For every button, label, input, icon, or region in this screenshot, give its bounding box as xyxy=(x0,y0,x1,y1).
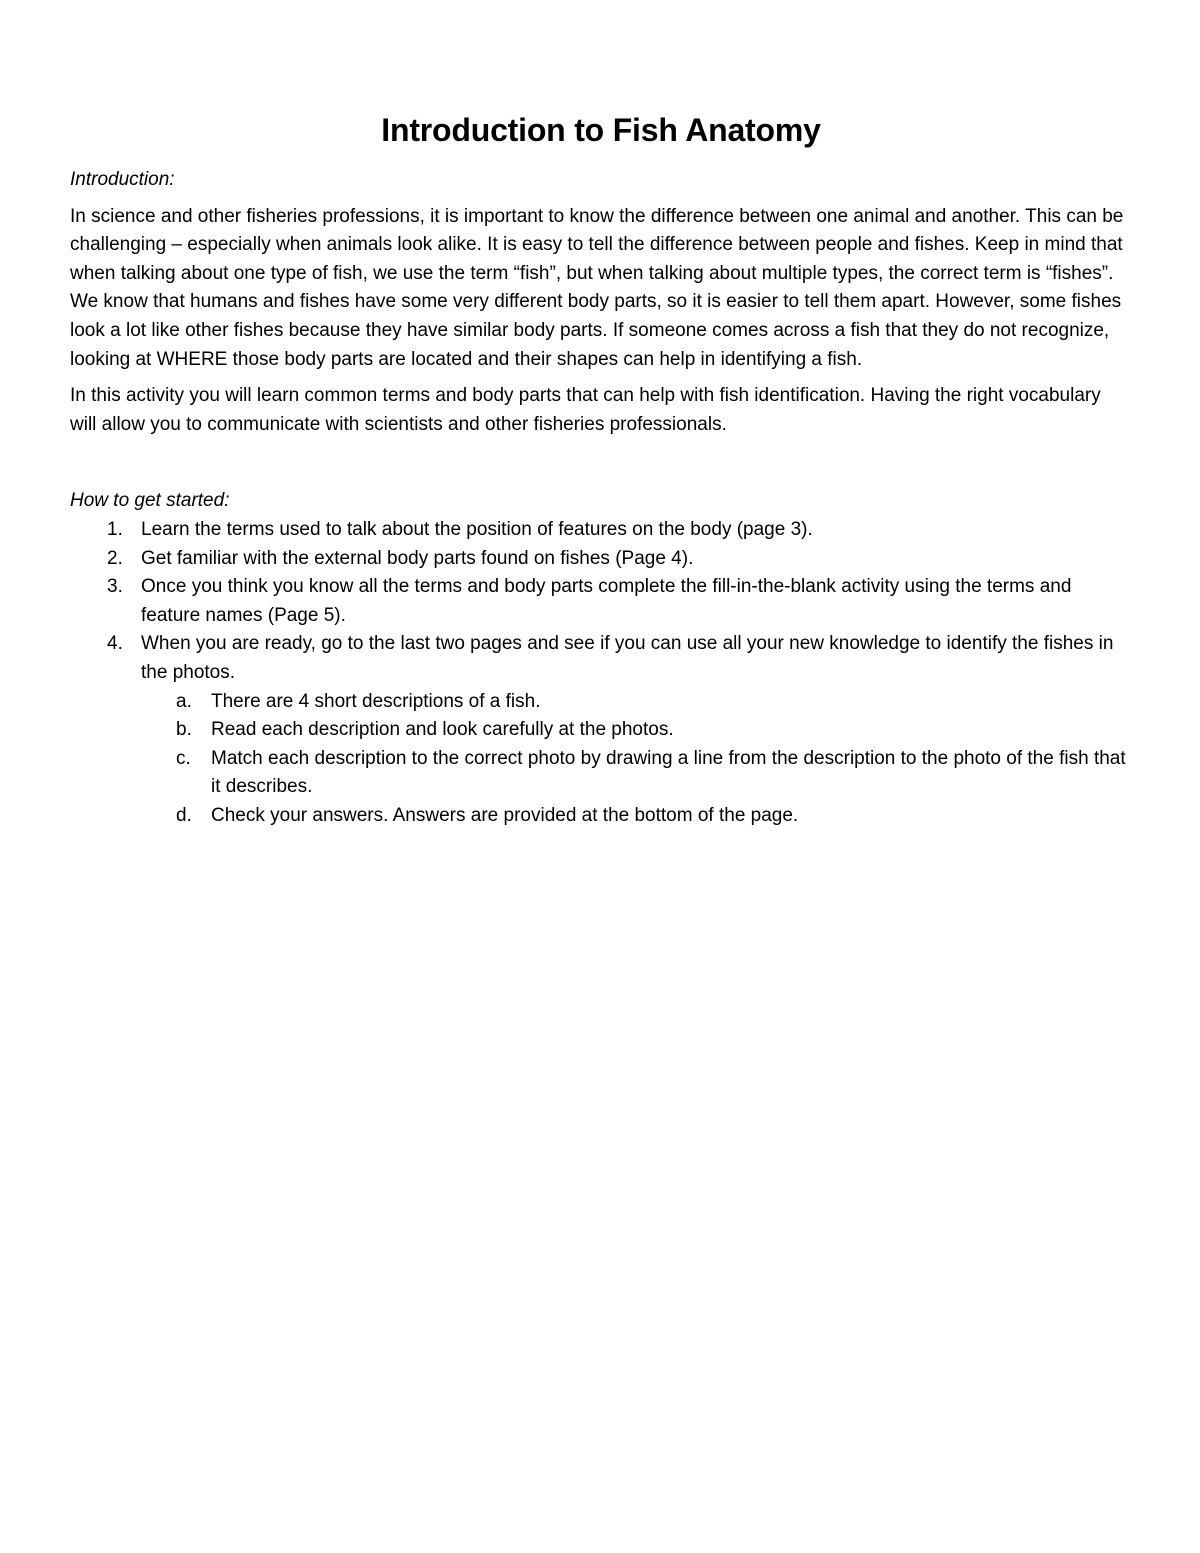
intro-paragraph-2: In this activity you will learn common terms and body parts that can help with fish identification. Having the right vocabulary will allow you to communicate with scientists and other fisheries professionals. xyxy=(70,385,1101,435)
substep-letter: b. xyxy=(176,719,192,741)
substep-text: There are 4 short descriptions of a fish. xyxy=(211,690,541,712)
substep-letter: c. xyxy=(176,747,191,769)
section-spacer xyxy=(70,447,1132,487)
step-number: 4. xyxy=(107,633,123,655)
step-number: 2. xyxy=(107,547,123,569)
intro-paragraph-1: In science and other fisheries professions, it is important to know the difference between one animal and another. This can be challenging – especially when animals look alike. It is easy to tell the difference between people and fishes. Keep in mind that when talking about one type of fish, we use the term “fish”, but when talking about multiple types, the correct term is “fishes”. We know that humans and fishes have some very different body parts, so it is easier to tell them apart. However, some fishes look a lot like other fishes because they have similar body parts. If someone comes across a fish that they do not recognize, looking at WHERE those body parts are located and their shapes can help in identifying a fish. xyxy=(70,205,1124,370)
step-text: Once you think you know all the terms and body parts complete the fill-in-the-blank activity using the terms and feature names (Page 5). xyxy=(141,576,1072,626)
step-text: Get familiar with the external body parts found on fishes (Page 4). xyxy=(141,547,694,569)
substep-letter: d. xyxy=(176,804,192,826)
step-item xyxy=(70,516,1132,545)
page-content xyxy=(70,108,1132,830)
substeps-list xyxy=(141,688,1132,831)
step-text: When you are ready, go to the last two pages and see if you can use all your new knowledge to identify the fishes in the photos. xyxy=(141,633,1114,683)
substep-item xyxy=(70,716,1132,745)
substep-text: Check your answers. Answers are provided at the bottom of the page. xyxy=(211,804,799,826)
steps-list xyxy=(70,516,1132,831)
page-title: Introduction to Fish Anatomy xyxy=(381,112,821,148)
step-item xyxy=(70,545,1132,574)
intro-label: Introduction: xyxy=(70,169,175,190)
step-number: 1. xyxy=(107,518,123,540)
start-label: How to get started: xyxy=(70,490,230,512)
substep-item xyxy=(70,802,1132,831)
substep-text: Match each description to the correct photo by drawing a line from the description to the photo of the fish that it describes. xyxy=(211,747,1126,798)
substep-letter: a. xyxy=(176,690,192,712)
step-item xyxy=(70,573,1132,630)
substep-item xyxy=(70,688,1132,717)
step-text: Learn the terms used to talk about the position of features on the body (page 3). xyxy=(141,518,813,540)
step-item xyxy=(70,630,1132,830)
substep-item xyxy=(70,745,1132,802)
step-number: 3. xyxy=(107,576,123,598)
substep-text: Read each description and look carefully at the photos. xyxy=(211,719,674,741)
